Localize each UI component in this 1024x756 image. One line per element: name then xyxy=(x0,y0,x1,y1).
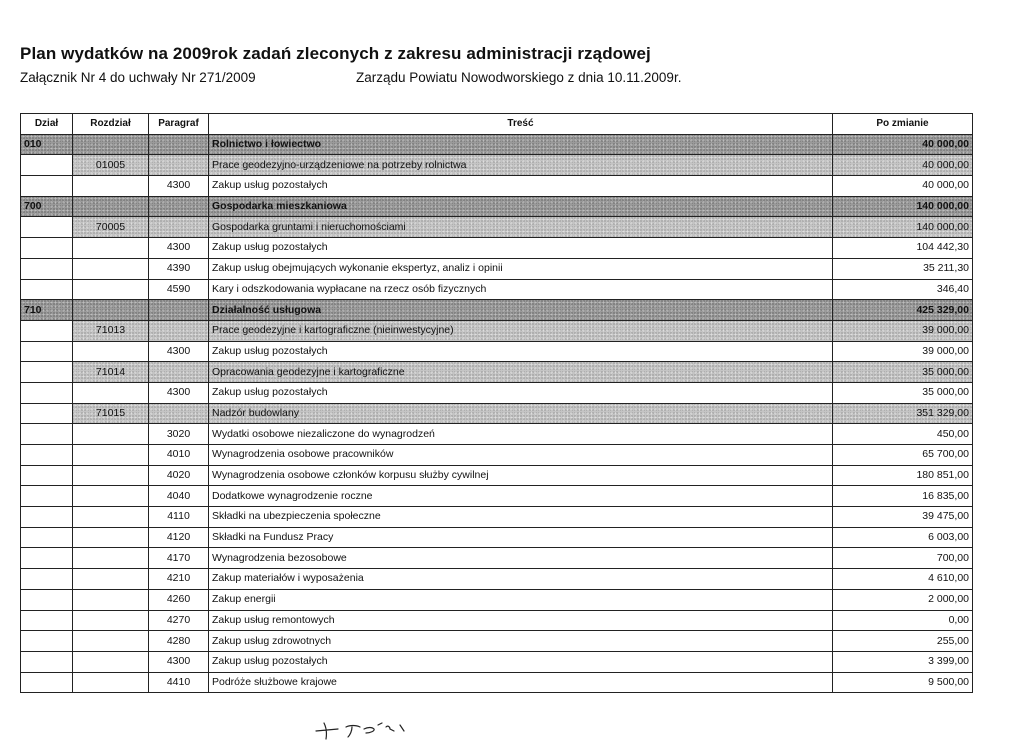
cell-tresc: Wynagrodzenia bezosobowe xyxy=(209,548,833,569)
cell-kwota: 35 211,30 xyxy=(833,258,973,279)
cell-paragraf xyxy=(149,196,209,217)
cell-dzial xyxy=(21,548,73,569)
cell-kwota: 0,00 xyxy=(833,610,973,631)
cell-tresc: Zakup usług pozostałych xyxy=(209,238,833,259)
cell-rozdzial: 71013 xyxy=(73,320,149,341)
table-row-paragraf xyxy=(21,589,973,610)
cell-kwota: 4 610,00 xyxy=(833,569,973,590)
cell-rozdzial xyxy=(73,382,149,403)
cell-tresc: Opracowania geodezyjne i kartograficzne xyxy=(209,362,833,383)
cell-rozdzial xyxy=(73,527,149,548)
cell-rozdzial xyxy=(73,507,149,528)
cell-dzial xyxy=(21,238,73,259)
table-row-paragraf xyxy=(21,424,973,445)
cell-tresc: Zakup materiałów i wyposażenia xyxy=(209,569,833,590)
cell-dzial xyxy=(21,651,73,672)
column-header-paragraf: Paragraf xyxy=(149,114,209,135)
cell-dzial xyxy=(21,176,73,197)
cell-tresc: Zakup usług pozostałych xyxy=(209,176,833,197)
cell-paragraf: 4280 xyxy=(149,631,209,652)
cell-paragraf: 4210 xyxy=(149,569,209,590)
cell-tresc: Zakup energii xyxy=(209,589,833,610)
cell-tresc: Wynagrodzenia osobowe pracowników xyxy=(209,445,833,466)
table-row-paragraf xyxy=(21,279,973,300)
cell-rozdzial: 71015 xyxy=(73,403,149,424)
cell-paragraf: 4010 xyxy=(149,445,209,466)
cell-rozdzial xyxy=(73,589,149,610)
cell-paragraf xyxy=(149,217,209,238)
column-header-tresc: Treść xyxy=(209,114,833,135)
cell-dzial xyxy=(21,527,73,548)
cell-paragraf: 4020 xyxy=(149,465,209,486)
page-title: Plan wydatków na 2009rok zadań zleconych z zakresu administracji rządowej xyxy=(20,44,651,63)
table-row-paragraf xyxy=(21,258,973,279)
cell-kwota: 425 329,00 xyxy=(833,300,973,321)
cell-kwota: 140 000,00 xyxy=(833,217,973,238)
cell-rozdzial xyxy=(73,300,149,321)
cell-dzial xyxy=(21,403,73,424)
cell-tresc: Składki na ubezpieczenia społeczne xyxy=(209,507,833,528)
cell-paragraf: 4260 xyxy=(149,589,209,610)
cell-dzial: 710 xyxy=(21,300,73,321)
column-header-rozdzial: Rozdział xyxy=(73,114,149,135)
table-row-rozdzial xyxy=(21,362,973,383)
cell-rozdzial xyxy=(73,279,149,300)
column-header-dzial: Dział xyxy=(21,114,73,135)
cell-dzial xyxy=(21,631,73,652)
cell-kwota: 65 700,00 xyxy=(833,445,973,466)
cell-rozdzial xyxy=(73,548,149,569)
cell-tresc: Zakup usług remontowych xyxy=(209,610,833,631)
table-row-paragraf xyxy=(21,445,973,466)
table-row-paragraf xyxy=(21,465,973,486)
cell-tresc: Podróże służbowe krajowe xyxy=(209,672,833,693)
table-row-rozdzial xyxy=(21,403,973,424)
cell-kwota: 39 475,00 xyxy=(833,507,973,528)
cell-kwota: 104 442,30 xyxy=(833,238,973,259)
cell-paragraf: 4300 xyxy=(149,382,209,403)
cell-paragraf xyxy=(149,403,209,424)
cell-paragraf: 4590 xyxy=(149,279,209,300)
cell-tresc: Składki na Fundusz Pracy xyxy=(209,527,833,548)
cell-paragraf xyxy=(149,134,209,155)
cell-dzial xyxy=(21,445,73,466)
cell-rozdzial xyxy=(73,445,149,466)
cell-tresc: Zakup usług pozostałych xyxy=(209,651,833,672)
cell-kwota: 40 000,00 xyxy=(833,134,973,155)
cell-kwota: 140 000,00 xyxy=(833,196,973,217)
table-row-paragraf xyxy=(21,569,973,590)
cell-dzial xyxy=(21,507,73,528)
signature-mark xyxy=(312,715,442,741)
cell-kwota: 351 329,00 xyxy=(833,403,973,424)
board-date-reference: Zarządu Powiatu Nowodworskiego z dnia 10.11.2009r. xyxy=(356,70,682,85)
table-row-dzial xyxy=(21,134,973,155)
cell-paragraf: 4270 xyxy=(149,610,209,631)
cell-kwota: 255,00 xyxy=(833,631,973,652)
table-row-paragraf xyxy=(21,672,973,693)
cell-rozdzial xyxy=(73,465,149,486)
cell-tresc: Dodatkowe wynagrodzenie roczne xyxy=(209,486,833,507)
table-row-paragraf xyxy=(21,486,973,507)
table-row-paragraf xyxy=(21,382,973,403)
table-row-paragraf xyxy=(21,527,973,548)
cell-tresc: Działalność usługowa xyxy=(209,300,833,321)
cell-kwota: 40 000,00 xyxy=(833,176,973,197)
cell-paragraf: 4120 xyxy=(149,527,209,548)
cell-kwota: 6 003,00 xyxy=(833,527,973,548)
cell-rozdzial xyxy=(73,672,149,693)
cell-tresc: Prace geodezyjno-urządzeniowe na potrzeby rolnictwa xyxy=(209,155,833,176)
cell-kwota: 450,00 xyxy=(833,424,973,445)
cell-kwota: 35 000,00 xyxy=(833,362,973,383)
cell-dzial xyxy=(21,486,73,507)
cell-paragraf xyxy=(149,362,209,383)
cell-kwota: 700,00 xyxy=(833,548,973,569)
cell-rozdzial xyxy=(73,651,149,672)
table-row-rozdzial xyxy=(21,320,973,341)
cell-tresc: Zakup usług pozostałych xyxy=(209,382,833,403)
cell-rozdzial xyxy=(73,631,149,652)
cell-kwota: 40 000,00 xyxy=(833,155,973,176)
cell-rozdzial xyxy=(73,424,149,445)
table-row-paragraf xyxy=(21,610,973,631)
cell-dzial xyxy=(21,465,73,486)
cell-rozdzial xyxy=(73,610,149,631)
cell-tresc: Gospodarka gruntami i nieruchomościami xyxy=(209,217,833,238)
cell-paragraf xyxy=(149,320,209,341)
cell-paragraf: 4300 xyxy=(149,341,209,362)
cell-dzial xyxy=(21,279,73,300)
cell-paragraf xyxy=(149,300,209,321)
budget-table xyxy=(20,113,973,693)
cell-rozdzial: 71014 xyxy=(73,362,149,383)
cell-rozdzial xyxy=(73,134,149,155)
cell-kwota: 35 000,00 xyxy=(833,382,973,403)
cell-tresc: Gospodarka mieszkaniowa xyxy=(209,196,833,217)
table-row-rozdzial xyxy=(21,155,973,176)
cell-dzial xyxy=(21,610,73,631)
cell-dzial xyxy=(21,341,73,362)
cell-kwota: 3 399,00 xyxy=(833,651,973,672)
cell-paragraf xyxy=(149,155,209,176)
cell-tresc: Wydatki osobowe niezaliczone do wynagrodzeń xyxy=(209,424,833,445)
cell-paragraf: 4040 xyxy=(149,486,209,507)
table-row-paragraf xyxy=(21,341,973,362)
cell-dzial xyxy=(21,155,73,176)
table-row-paragraf xyxy=(21,548,973,569)
table-row-paragraf xyxy=(21,651,973,672)
cell-rozdzial: 70005 xyxy=(73,217,149,238)
cell-dzial xyxy=(21,382,73,403)
cell-rozdzial xyxy=(73,176,149,197)
cell-paragraf: 4170 xyxy=(149,548,209,569)
cell-kwota: 9 500,00 xyxy=(833,672,973,693)
cell-dzial xyxy=(21,424,73,445)
cell-dzial xyxy=(21,589,73,610)
cell-dzial xyxy=(21,320,73,341)
cell-rozdzial: 01005 xyxy=(73,155,149,176)
cell-tresc: Zakup usług pozostałych xyxy=(209,341,833,362)
table-row-paragraf xyxy=(21,507,973,528)
resolution-reference: Załącznik Nr 4 do uchwały Nr 271/2009 xyxy=(20,70,256,85)
cell-kwota: 39 000,00 xyxy=(833,341,973,362)
cell-dzial xyxy=(21,569,73,590)
cell-rozdzial xyxy=(73,238,149,259)
cell-tresc: Zakup usług obejmujących wykonanie ekspertyz, analiz i opinii xyxy=(209,258,833,279)
table-row-dzial xyxy=(21,196,973,217)
cell-dzial: 700 xyxy=(21,196,73,217)
cell-rozdzial xyxy=(73,486,149,507)
cell-dzial xyxy=(21,362,73,383)
cell-dzial xyxy=(21,258,73,279)
cell-tresc: Wynagrodzenia osobowe członków korpusu służby cywilnej xyxy=(209,465,833,486)
cell-paragraf: 4300 xyxy=(149,651,209,672)
cell-kwota: 346,40 xyxy=(833,279,973,300)
cell-tresc: Prace geodezyjne i kartograficzne (nieinwestycyjne) xyxy=(209,320,833,341)
table-body xyxy=(21,134,973,693)
table-row-paragraf xyxy=(21,176,973,197)
cell-rozdzial xyxy=(73,569,149,590)
cell-rozdzial xyxy=(73,196,149,217)
cell-kwota: 180 851,00 xyxy=(833,465,973,486)
cell-paragraf: 4110 xyxy=(149,507,209,528)
cell-tresc: Kary i odszkodowania wypłacane na rzecz osób fizycznych xyxy=(209,279,833,300)
table-row-paragraf xyxy=(21,238,973,259)
cell-dzial: 010 xyxy=(21,134,73,155)
cell-kwota: 16 835,00 xyxy=(833,486,973,507)
cell-kwota: 39 000,00 xyxy=(833,320,973,341)
column-header-po-zmianie: Po zmianie xyxy=(833,114,973,135)
cell-paragraf: 4300 xyxy=(149,238,209,259)
cell-tresc: Zakup usług zdrowotnych xyxy=(209,631,833,652)
cell-kwota: 2 000,00 xyxy=(833,589,973,610)
cell-tresc: Nadzór budowlany xyxy=(209,403,833,424)
cell-paragraf: 3020 xyxy=(149,424,209,445)
table-row-paragraf xyxy=(21,631,973,652)
table-header-row xyxy=(21,114,973,135)
cell-paragraf: 4390 xyxy=(149,258,209,279)
table-row-dzial xyxy=(21,300,973,321)
cell-rozdzial xyxy=(73,258,149,279)
cell-dzial xyxy=(21,217,73,238)
table-row-rozdzial xyxy=(21,217,973,238)
cell-paragraf: 4300 xyxy=(149,176,209,197)
cell-rozdzial xyxy=(73,341,149,362)
cell-tresc: Rolnictwo i łowiectwo xyxy=(209,134,833,155)
cell-paragraf: 4410 xyxy=(149,672,209,693)
cell-dzial xyxy=(21,672,73,693)
